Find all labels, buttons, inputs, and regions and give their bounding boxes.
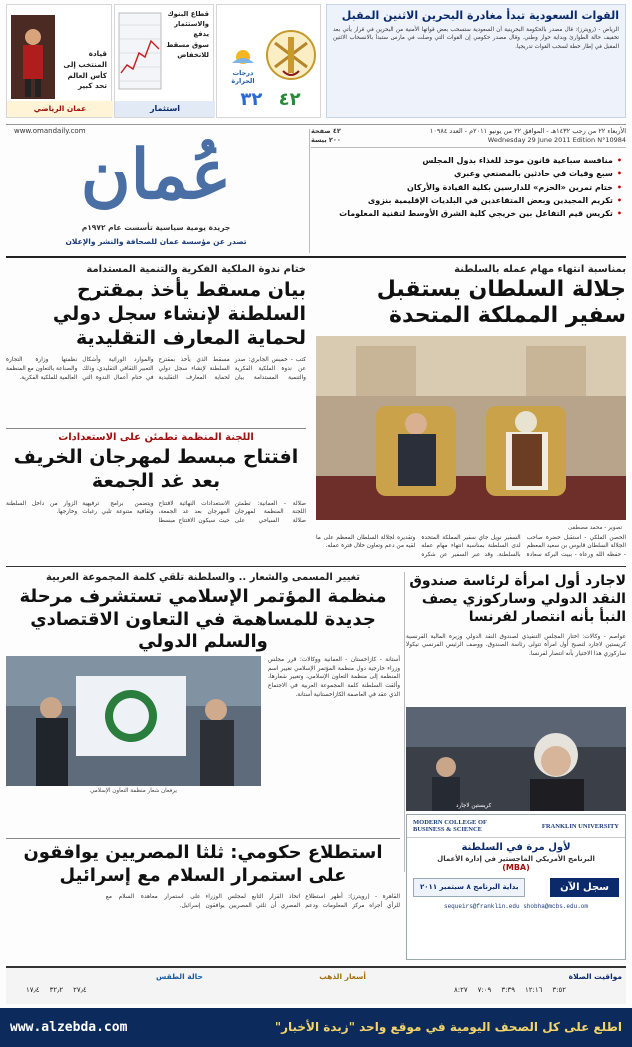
date-line-ar: الأربعاء ٢٢ من رجب ١٤٣٢هـ - الموافق ٢٢ من يونيو ٢٠١١م - العدد ١٠٩٨٤ — [429, 127, 626, 135]
bullet-item[interactable]: • ختام تمرين «الحزم» للدارسين بكلية القيادة والأركان — [311, 181, 622, 194]
masthead-logo-block — [6, 127, 306, 257]
sports-teaser-line: كأس العالم — [67, 70, 107, 80]
ad-program: (MBA) — [502, 863, 530, 872]
strip-value: ٣:٣٩ — [501, 986, 515, 994]
column-rule — [404, 572, 405, 872]
story-khareef-festival[interactable] — [6, 432, 306, 562]
date-line-en: Wednesday 29 June 2011 Edition N°10984 — [487, 136, 626, 145]
website[interactable]: www.omandaily.com — [14, 127, 86, 135]
market-teaser-line: قطاع البنوك — [167, 10, 209, 18]
market-chart-icon — [119, 13, 161, 89]
story5-kicker: تغيير المسمى والشعار .. والسلطنة تلقي كلمة المجموعة العربية — [45, 572, 361, 583]
story3-headline: افتتاح مبسط لمهرجان الخريف بعد غد الجمعة — [13, 446, 299, 492]
sports-photo — [11, 15, 55, 99]
story4-body: عواصم - وكالات: اختار المجلس التنفيذي لصندوق النقد الدولي وزيرة المالية الفرنسية كريستين لاجارد لتصبح أول امرأة تتولى رئاسة الصندوق، ووصف الرئيس الفرنسي نيكولا ساركوزي هذا الاختيار بأنه انتصار لفرنسا. — [406, 633, 626, 657]
market-teaser[interactable] — [114, 4, 214, 118]
price: ٢٠٠ بيسة — [311, 136, 341, 145]
story-sultan-ambassador[interactable] — [316, 264, 626, 564]
ad-cta-button[interactable]: سجل الآن — [550, 878, 619, 897]
prayer-times-values — [454, 986, 566, 994]
story2-headline: بيان مسقط يأخذ بمقترح السلطنة لإنشاء سجل دولي لحماية المعارف التقليدية — [52, 279, 306, 349]
gold-prices-label: أسعار الذهب — [319, 972, 366, 981]
story5-headline: منظمة المؤتمر الإسلامي تستشرف مرحلة جديدة للمساهمة في التعاون الاقتصادي والسلم الدولي — [19, 586, 387, 652]
market-teaser-caption: استثمار — [115, 101, 215, 117]
story4-photo — [406, 707, 626, 811]
temp-low: ٣٢ — [240, 89, 263, 110]
masthead — [6, 124, 626, 258]
bullet-item[interactable]: • سبع وفيات في حادثين بالمصنعي وعبري — [311, 167, 622, 180]
temp-high: ٤٢ — [278, 89, 301, 110]
top-lead-body: الرياض - (رويترز): قال مصدر بالحكومة البحرينية أن السعودية ستسحب بعض قواتها الأمنية من البحرين في قرار يأتي بعد تخفيف حالة الطوارئ وبداية حوار وطني. وقال مصدر حكومي إن القوات التي وصلت في مارس ستبدأ بالانسحاب الاثنين المقبل في إطار خطة لسحب القوات تدريجيا. — [333, 27, 619, 50]
bullet-item[interactable]: • تكريم المجيدين وبعض المتقاعدين في البلديات الإقليمية بنزوى — [311, 194, 622, 207]
prayer-times-label: مواقيت الصلاة — [568, 972, 622, 981]
divider — [6, 566, 626, 567]
sports-teaser-line: المنتخب إلى — [63, 59, 107, 69]
story-muscat-statement[interactable] — [6, 264, 306, 426]
market-teaser-line: سوق مسقط — [166, 40, 209, 49]
bullet-item[interactable]: • منافسة سباعية قانون موحد للغذاء بدول المجلس — [311, 154, 622, 167]
story5-photo-caption: يرفعان شعار منظمة التعاون الإسلامي — [90, 788, 177, 794]
footer-url[interactable]: www.alzebda.com — [10, 1020, 128, 1035]
sports-teaser-caption: عمان الرياضي — [7, 101, 113, 117]
story5-photo — [6, 656, 261, 786]
sports-teaser[interactable] — [6, 4, 112, 118]
divider — [6, 428, 306, 429]
masthead-divider — [309, 129, 310, 253]
footer-slogan: اطلع على كل الصحف اليومية في موقع واحد "زبدة الأخبار" — [274, 1020, 622, 1034]
sports-teaser-line: تحد كبير — [77, 81, 107, 91]
weather-label: حالة الطقس — [156, 972, 203, 981]
ad-sub: البرنامج الأمريكي الماجستير في إدارة الأعمال — [437, 855, 595, 863]
market-teaser-line: للانخفاض — [177, 50, 209, 59]
strip-value: ٨:٢٧ — [454, 986, 468, 994]
story6-body: القاهرة - (رويترز): أظهر استطلاع للرأي أجراه مركز المعلومات ودعم اتخاذ القرار التابع لمجلس الوزراء المصري أن ثلثي المصريين يوافقون على استمرار معاهدة السلام مع إسرائيل. — [105, 894, 400, 909]
mba-advert[interactable] — [406, 814, 626, 960]
page-count: ٤٢ صفحة — [311, 127, 341, 135]
story1-headline: جلالة السلطان يستقبل سفير المملكة المتحدة — [376, 277, 626, 329]
ad-headline: لأول مرة في السلطنة — [461, 842, 571, 853]
footer-banner[interactable] — [0, 1008, 632, 1047]
story-lagarde-imf[interactable] — [406, 572, 626, 812]
strip-value: ٧:٠٩ — [477, 986, 492, 994]
story3-body: صلالة - العمانية: تطمئن اللجنة المنظمة لمهرجان صلالة السياحي على الاستعدادات النهائية لافتتاح المهرجان بعد غد الجمعة، حيث سيكون الافتتاح مبسطا ويتضمن برامج ترفيهية وثقافية متنوعة تلبي رغبات الزوار من داخل السلطنة وخارجها. — [6, 500, 306, 524]
story4-headline: لاجارد أول امرأة لرئاسة صندوق النقد الدولي وساركوزي يصف النبأ بأنه انتصار لفرنسا — [409, 573, 626, 626]
ad-date-box: بداية البرنامج ٨ سبتمبر ٢٠١١ — [413, 878, 525, 897]
temperature-teaser[interactable] — [216, 4, 321, 118]
story-egypt-poll[interactable] — [6, 842, 400, 964]
oman-crest-icon — [265, 25, 317, 85]
ad-brand-left: MODERN COLLEGE OF BUSINESS & SCIENCE — [413, 819, 487, 833]
story1-photo — [316, 336, 626, 531]
divider — [6, 838, 400, 839]
strip-value: ١٢:١٦ — [524, 986, 543, 994]
story4-photo-caption: كريستين لاجارد — [456, 802, 492, 809]
strip-value: ٣٢٫٢ — [49, 986, 64, 994]
story-oic-new-phase[interactable] — [6, 572, 400, 834]
ad-brand-right: FRANKLIN UNIVERSITY — [541, 822, 619, 830]
sun-icon — [229, 45, 257, 65]
story1-kicker: بمناسبة انتهاء مهام عمله بالسلطنة — [454, 264, 626, 275]
sports-teaser-line: قيادة — [88, 49, 107, 58]
masthead-info — [311, 127, 626, 257]
story1-photo-caption: تصوير - محمد مصطفى — [568, 524, 622, 531]
headline-bullets — [311, 148, 626, 220]
tagline: جريدة يومية سياسية تأسست عام ١٩٧٢م — [81, 223, 231, 232]
story2-kicker: ختام ندوة الملكية الفكرية والتنمية المستدامة — [86, 264, 306, 275]
temperature-label: درجات الحرارة — [231, 69, 255, 85]
story1-body: الحصن الملكي - استقبل حضرة صاحب الجلالة السلطان قابوس بن سعيد المعظم - حفظه الله ورعاه - ببيت البركة سعادة السفير نويل جاي سفير المملكة المتحدة لدى السلطنة بمناسبة انتهاء مهام عمله بالسلطنة. وقد عبر السفير عن شكره وتقديره لجلالة السلطان المعظم على ما لقيه من دعم وتعاون خلال فترة عمله. — [316, 534, 626, 559]
strip-value: ١٧٫٤ — [26, 986, 40, 994]
story5-body: أستانة - كازاخستان - العمانية ووكالات: قرر مجلس وزراء خارجية دول منظمة المؤتمر الإسلامي تغيير اسم المنظمة إلى منظمة التعاون الإسلامي، وتغيير شعارها، وألقت السلطنة كلمة المجموعة العربية في الاجتماع الذي عقد في العاصمة الكازاخستانية أستانة. — [268, 657, 400, 698]
top-lead-story[interactable] — [326, 4, 626, 118]
strip-value: ٢٧٫٤ — [73, 986, 87, 994]
newspaper-logo: عُمان — [80, 135, 232, 215]
story6-headline: استطلاع حكومي: ثلثا المصريين يوافقون على استمرار السلام مع إسرائيل — [23, 842, 383, 886]
top-lead-headline: القوات السعودية تبدأ مغادرة البحرين الاثنين المقبل — [341, 9, 619, 22]
story2-body: كتب - خميس الجابري: صدر عن ندوة الملكية الفكرية والتنمية المستدامة بيان مسقط الذي يأخذ بمقترح السلطنة لإنشاء سجل دولي لحماية المعارف التقليدية والموارد الوراثية وأشكال التعبير الثقافي التقليدي، وذلك في ختام أعمال الندوة التي نظمتها وزارة التجارة والصناعة بالتعاون مع المنظمة العالمية للملكية الفكرية. — [6, 357, 306, 381]
market-teaser-line: والاستثمار يدفع — [174, 20, 209, 39]
top-teaser-bar — [6, 4, 626, 120]
ad-contact[interactable]: sequeirs@franklin.edu shobha@mcbs.edu.om — [443, 903, 589, 910]
weather-values — [26, 986, 87, 994]
story3-kicker: اللجنة المنظمة تطمئن على الاستعدادات — [58, 432, 254, 443]
strip-value: ٣:٥٢ — [552, 986, 566, 994]
bullet-item[interactable]: • تكريس قيم التفاعل بين خريجي كلية الشرق الأوسط لتقنية المعلومات — [311, 207, 622, 220]
publisher: تصدر عن مؤسسة عمان للصحافة والنشر والإعلان — [65, 237, 247, 246]
info-strip — [6, 966, 626, 1004]
